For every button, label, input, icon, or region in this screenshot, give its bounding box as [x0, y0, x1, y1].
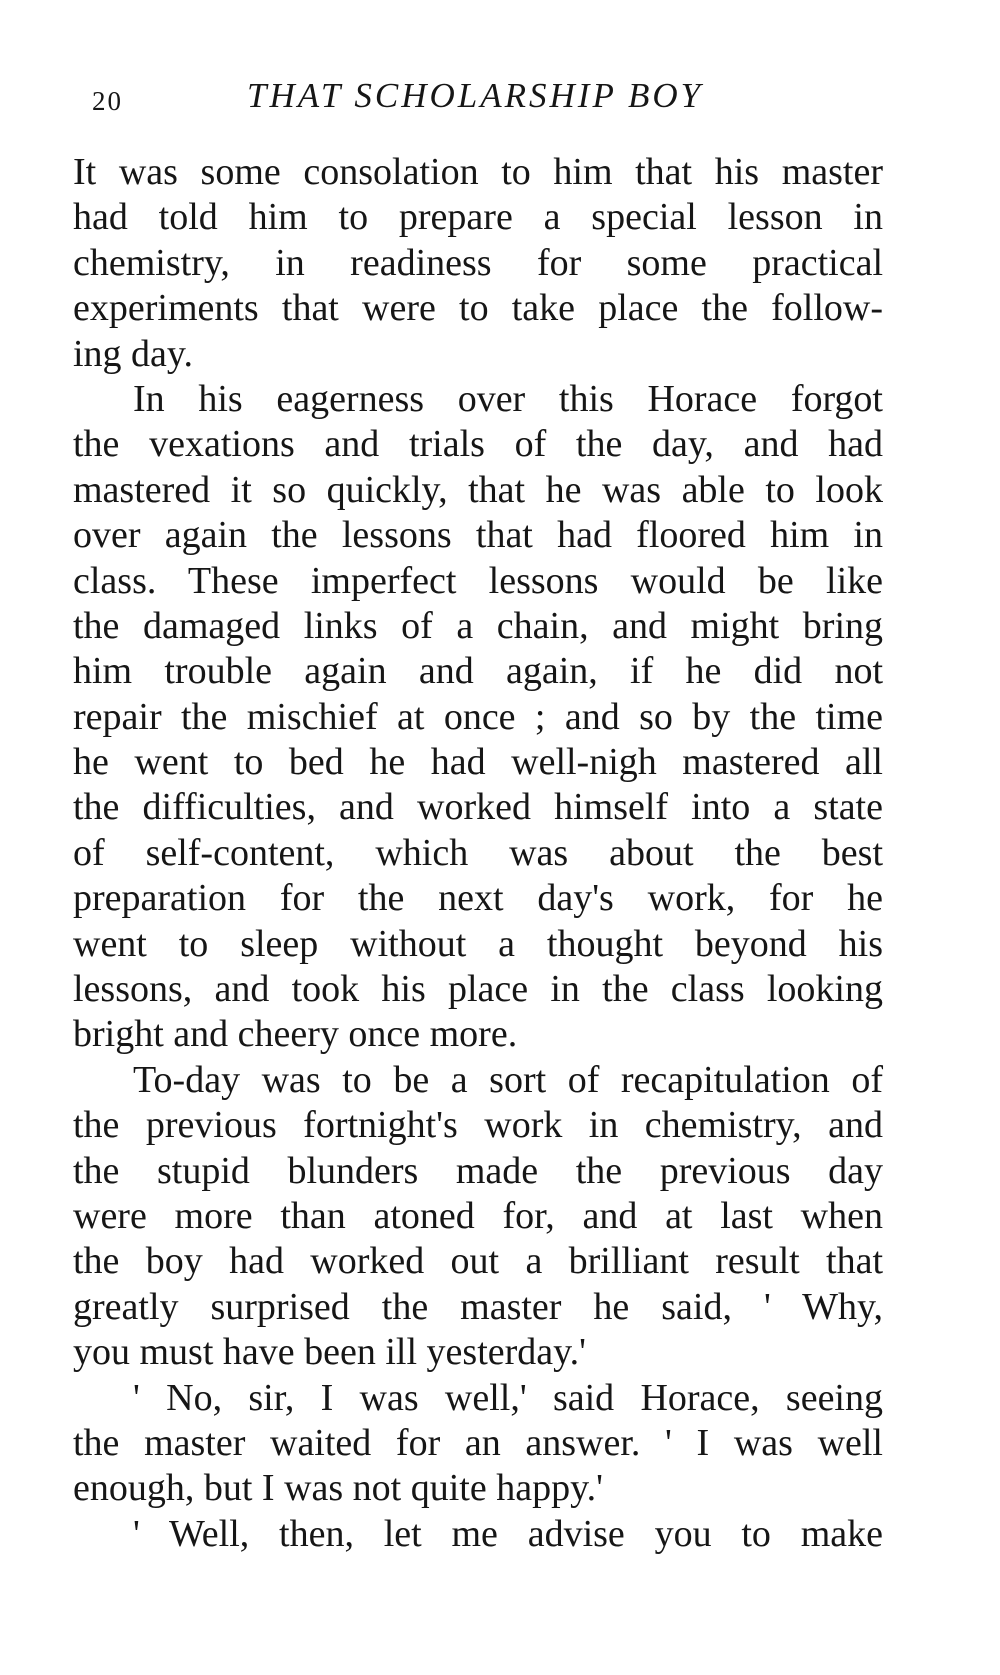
text-line: the damaged links of a chain, and might bring [73, 604, 883, 647]
text-line: he went to bed he had well-nigh mastered all [73, 741, 883, 784]
page-number: 20 [92, 86, 123, 116]
text-line: over again the lessons that had floored him in [73, 514, 883, 557]
running-title: THAT SCHOLARSHIP BOY [247, 76, 704, 115]
text-line: the boy had worked out a brilliant result that [73, 1240, 883, 1283]
text-line: To-day was to be a sort of recapitulation of [133, 1058, 883, 1101]
text-line: preparation for the next day's work, for he [73, 877, 883, 920]
text-line: mastered it so quickly, that he was able to look [73, 468, 883, 511]
text-line: In his eagerness over this Horace forgot [133, 377, 883, 420]
text-line: were more than atoned for, and at last when [73, 1194, 883, 1237]
text-line: the difficulties, and worked himself into a state [73, 786, 883, 829]
text-line: ' Well, then, let me advise you to make [133, 1512, 883, 1555]
text-line: It was some consolation to him that his master [73, 151, 883, 193]
text-line: ing day. [73, 332, 193, 375]
text-line: greatly surprised the master he said, ' Why, [73, 1285, 883, 1328]
body-text [73, 150, 883, 1557]
text-line: went to sleep without a thought beyond his [73, 922, 883, 965]
running-head [92, 72, 892, 120]
text-line: the stupid blunders made the previous day [73, 1149, 883, 1192]
text-line: experiments that were to take place the follow- [73, 287, 883, 330]
text-line: bright and cheery once more. [73, 1013, 518, 1056]
text-line: class. These imperfect lessons would be like [73, 559, 883, 602]
text-line: enough, but I was not quite happy.' [73, 1467, 603, 1510]
text-line: lessons, and took his place in the class looking [73, 968, 883, 1011]
text-line: the vexations and trials of the day, and had [73, 423, 883, 466]
text-line: chemistry, in readiness for some practical [73, 241, 883, 284]
text-line: of self-content, which was about the best [73, 831, 883, 874]
text-line: the previous fortnight's work in chemistry, and [73, 1104, 883, 1147]
text-line: repair the mischief at once ; and so by the time [73, 695, 883, 738]
text-line: him trouble again and again, if he did not [73, 650, 883, 693]
text-line: the master waited for an answer. ' I was well [73, 1421, 883, 1464]
text-line: you must have been ill yesterday.' [73, 1331, 587, 1374]
text-line: had told him to prepare a special lesson in [73, 196, 883, 239]
text-line: ' No, sir, I was well,' said Horace, seeing [133, 1376, 883, 1419]
